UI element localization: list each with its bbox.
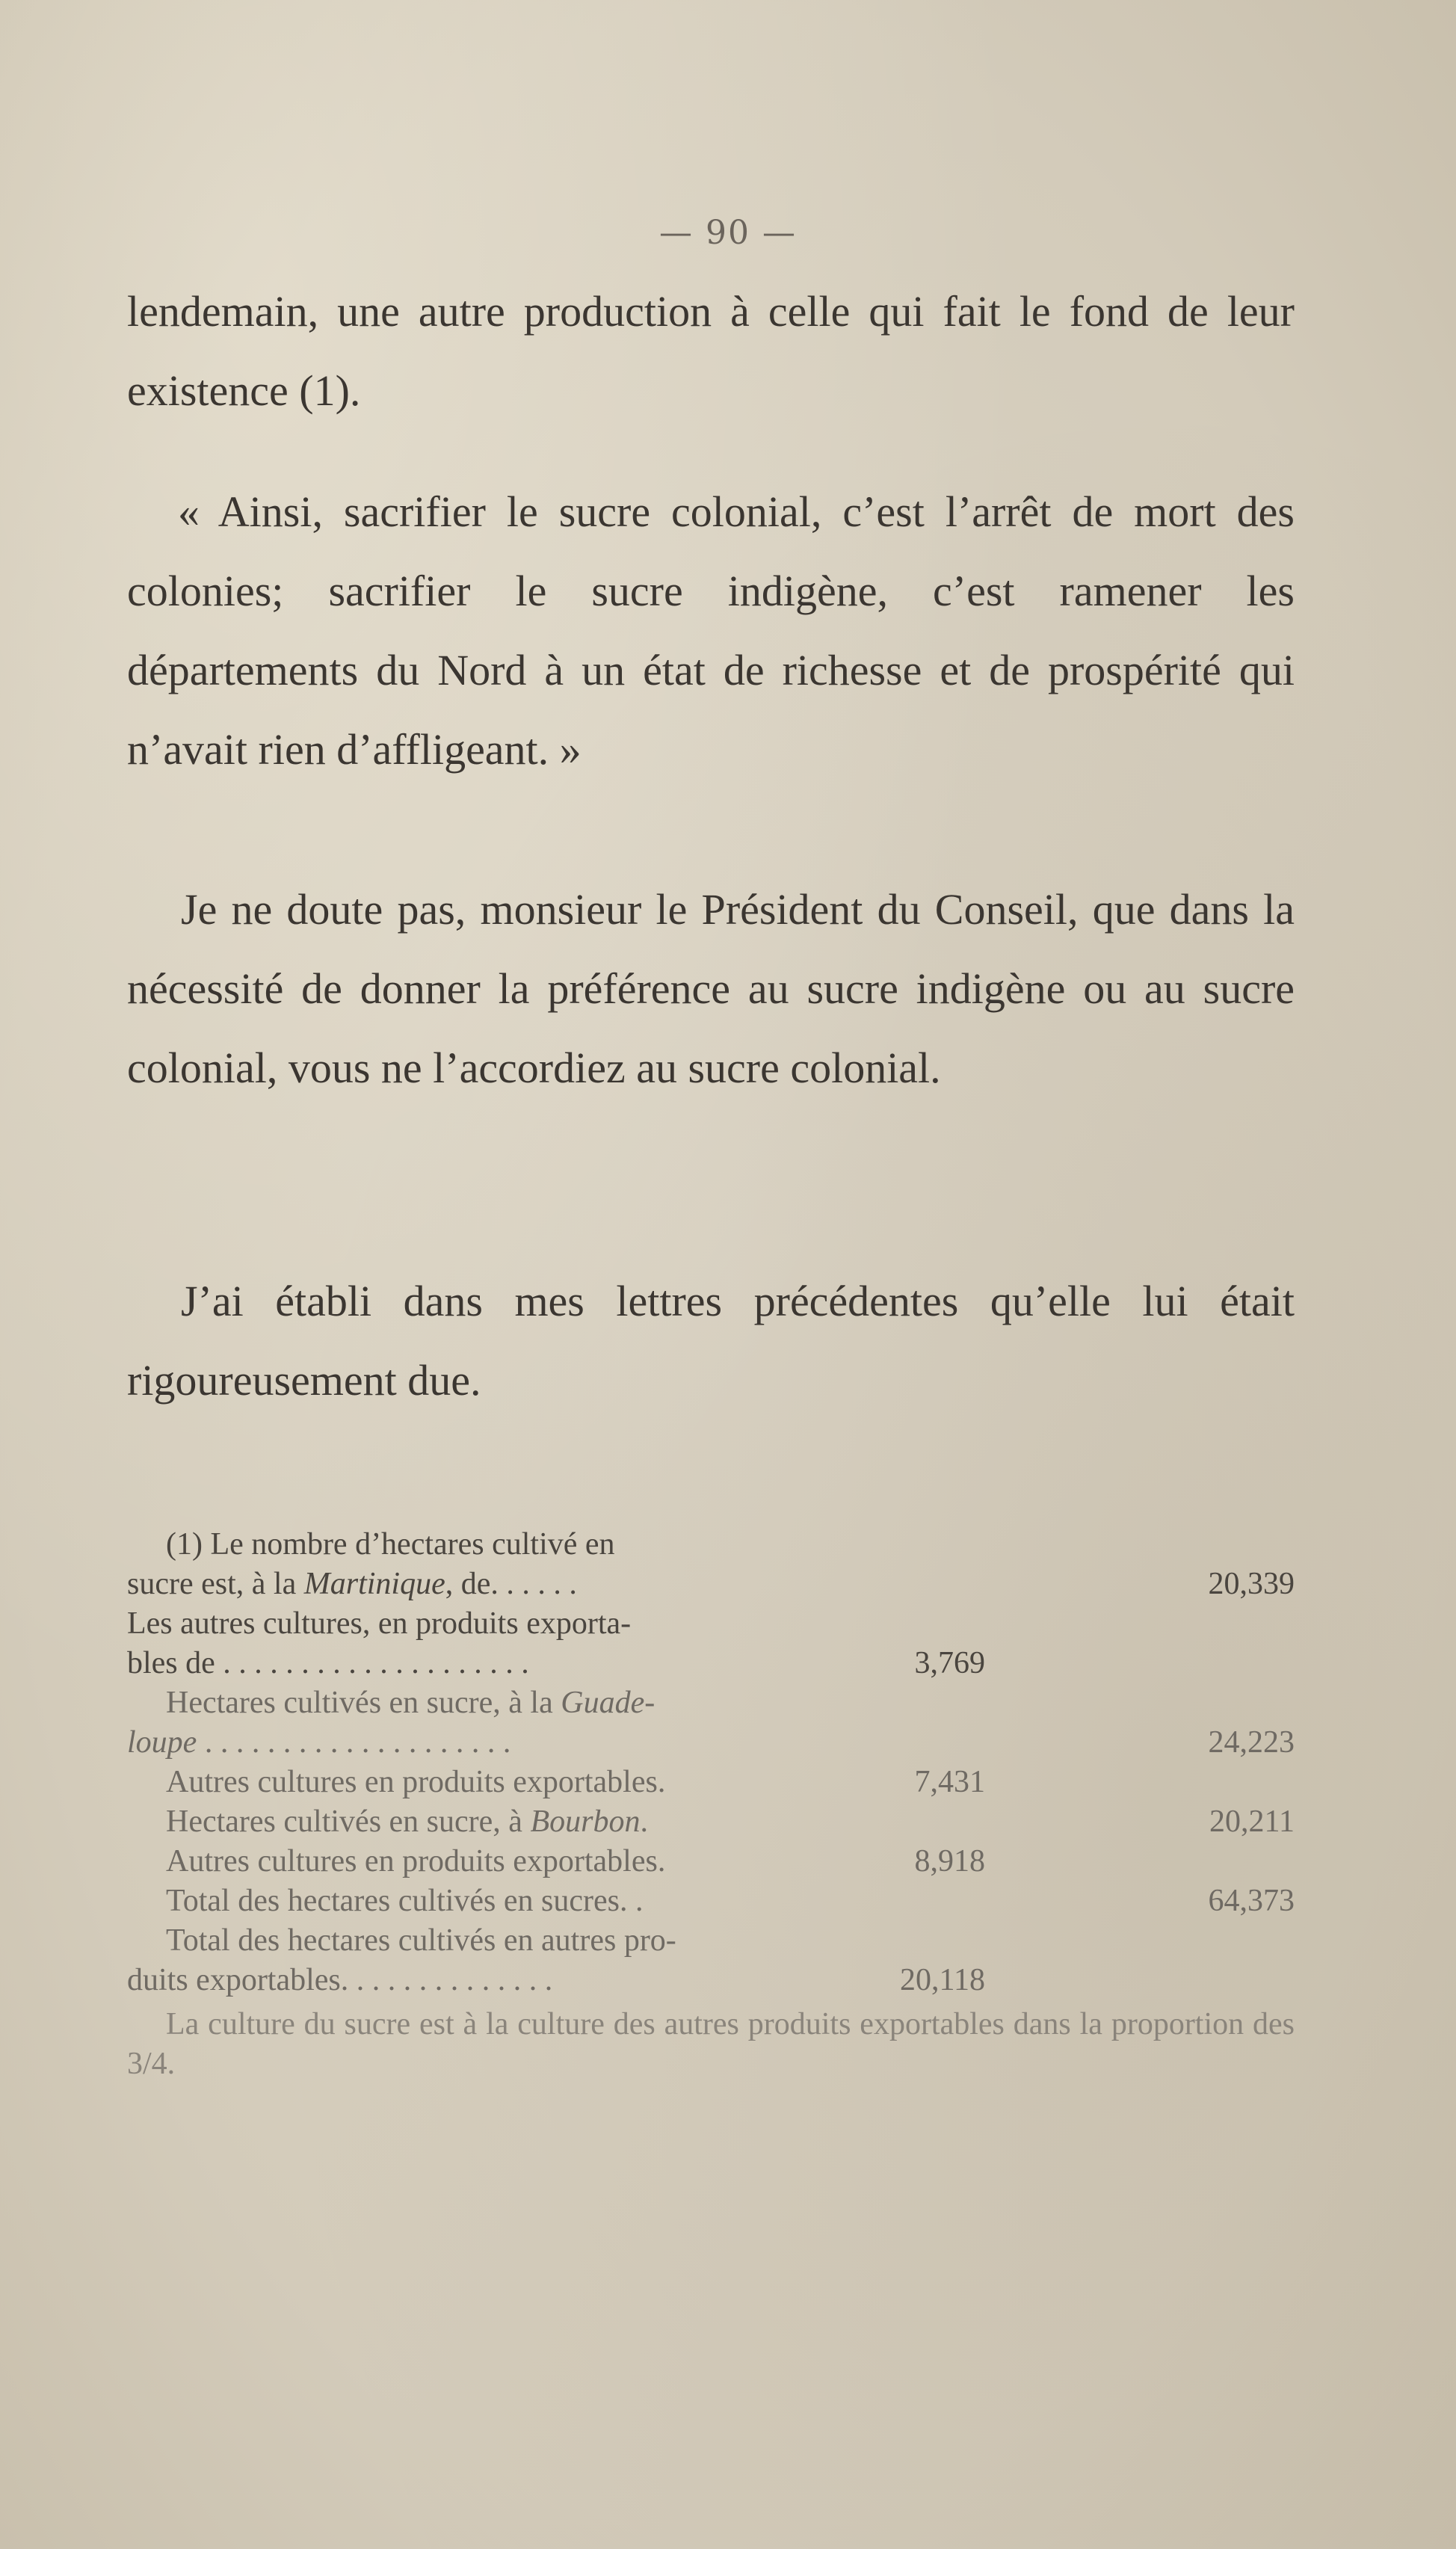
- footnote-label: Total des hectares cultivés en sucres. .: [166, 1884, 644, 1918]
- footnote-label: Total des hectares cultivés en autres pro-: [166, 1923, 676, 1958]
- paragraph-continuation: lendemain, une autre production à celle qui fait le fond de leur existence (1).: [127, 287, 1295, 415]
- footnote-row: [127, 1525, 1295, 1565]
- footnote-row: [127, 1921, 1295, 1961]
- footnote-row: [127, 1802, 1295, 1842]
- footnote-value-other: 20,118: [900, 1963, 985, 1997]
- footnote-row: [127, 1644, 1295, 1683]
- footnote-label: Hectares cultivés en sucre, à Bourbon.: [166, 1804, 648, 1839]
- footnote-row: [127, 1961, 1295, 2000]
- footnote-label: (1) Le nombre d’hectares cultivé en: [166, 1527, 615, 1562]
- footnote-label: Autres cultures en produits exportables.: [166, 1844, 666, 1878]
- footnote-value-other: 8,918: [914, 1844, 985, 1878]
- paragraph-president: Je ne doute pas, monsieur le Président du Conseil, que dans la nécessité de donner la préférence au sucre indigène ou au sucre colonial, vous ne l’accordiez au sucre colonial.: [127, 885, 1295, 1092]
- footnote-row: [127, 1763, 1295, 1802]
- footnote: [127, 1525, 1295, 2084]
- footnote-row: [127, 1683, 1295, 1723]
- footnote-label: Les autres cultures, en produits exporta-: [127, 1606, 632, 1641]
- footnote-label: Autres cultures en produits exportables.: [166, 1765, 666, 1799]
- footnote-value-sugar: 24,223: [1208, 1725, 1295, 1760]
- footnote-value-sugar: 20,339: [1208, 1567, 1295, 1601]
- footnote-value-sugar: 64,373: [1208, 1884, 1295, 1918]
- paragraph-quote: « Ainsi, sacrifier le sucre colonial, c’est l’arrêt de mort des colonies; sacrifier le sucre indigène, c’est ramener les départements du Nord à un état de richesse et de prospérité qui n’avait rien d’affligeant. »: [127, 487, 1295, 774]
- page-number: — 90 —: [659, 214, 797, 252]
- footnote-row: [127, 1723, 1295, 1763]
- footnote-label: sucre est, à la Martinique, de. . . . . .: [127, 1567, 577, 1601]
- footnote-value-sugar: 20,211: [1209, 1804, 1295, 1839]
- footnote-closing: La culture du sucre est à la culture des autres produits exportables dans la proportion des 3/4.: [127, 2007, 1295, 2081]
- footnote-value-other: 3,769: [914, 1646, 985, 1680]
- footnote-label: bles de . . . . . . . . . . . . . . . . . . . .: [127, 1646, 529, 1680]
- footnote-label: duits exportables. . . . . . . . . . . . . .: [127, 1963, 553, 1997]
- footnote-label: Hectares cultivés en sucre, à la Guade-: [166, 1686, 655, 1720]
- footnote-row: [127, 1565, 1295, 1604]
- footnote-row: [127, 1842, 1295, 1881]
- footnote-row: [127, 1881, 1295, 1921]
- footnote-row: [127, 1604, 1295, 1644]
- paragraph-conclusion: J’ai établi dans mes lettres précédentes qu’elle lui était rigoureusement due.: [127, 1277, 1295, 1405]
- footnote-value-other: 7,431: [914, 1765, 985, 1799]
- footnote-label: loupe . . . . . . . . . . . . . . . . . . . .: [127, 1725, 511, 1760]
